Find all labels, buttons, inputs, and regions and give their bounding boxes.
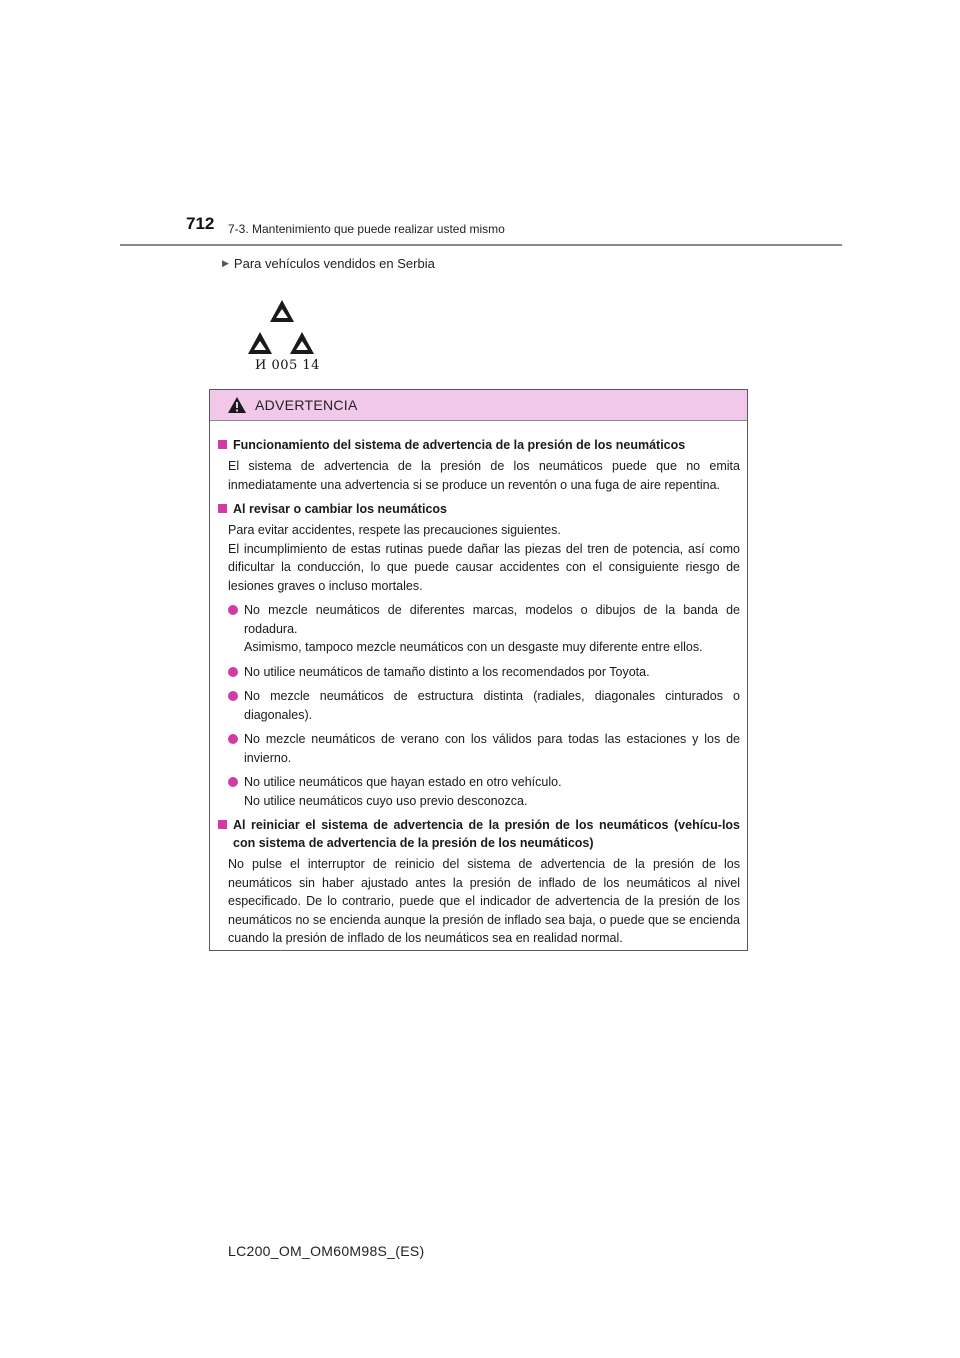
list-item-text: No utilice neumáticos cuyo uso previo desconozca. (244, 793, 528, 808)
list-item-text: No utilice neumáticos que hayan estado en otro vehículo. (244, 775, 562, 789)
topic-paragraph: El incumplimiento de estas rutinas puede dañar las piezas del tren de potencia, así como dificultar la conducción, lo que puede causar accidentes con el consiguiente riesgo de lesiones graves o incluso mortales. (228, 541, 740, 593)
list-item-text: No mezcle neumáticos de verano con los válidos para todas las estaciones y los de invierno. (244, 732, 740, 765)
list-item-text: No mezcle neumáticos de diferentes marcas, modelos o dibujos de la banda de rodadura. (244, 603, 740, 636)
list-item-text: No mezcle neumáticos de estructura distinta (radiales, diagonales cinturados o diagonales). (244, 689, 740, 722)
warning-body (210, 421, 747, 948)
square-bullet-icon (218, 440, 227, 449)
list-item (228, 601, 740, 657)
topic-tire-inspection (218, 500, 740, 810)
approval-mark-code: И 005 14 (255, 358, 320, 373)
section-title: 7-3. Mantenimiento que puede realizar usted mismo (228, 222, 505, 236)
topic-heading: Al reiniciar el sistema de advertencia de la presión de los neumáticos (vehícu-los con sistema de advertencia de la presión de los neumáticos) (233, 818, 740, 850)
warning-box (209, 389, 748, 951)
topic-paragraph: El sistema de advertencia de la presión de los neumáticos puede que no emita inmediatamente una advertencia si se produce un reventón o una fuga de aire repentina. (228, 459, 740, 492)
list-item-text: No utilice neumáticos de tamaño distinto a los recomendados por Toyota. (244, 664, 650, 679)
topic-heading: Al revisar o cambiar los neumáticos (233, 502, 447, 516)
document-code: LC200_OM_OM60M98S_(ES) (228, 1243, 425, 1259)
topic-paragraph: Para evitar accidentes, respete las precauciones siguientes. (228, 523, 561, 537)
circle-bullet-icon (228, 667, 238, 677)
subsection-label: Para vehículos vendidos en Serbia (233, 256, 435, 271)
square-bullet-icon (218, 504, 227, 513)
warning-header (210, 390, 747, 421)
list-item (228, 773, 740, 810)
triangle-right-icon: ▶ (222, 258, 229, 268)
topic-paragraph: No pulse el interruptor de reinicio del sistema de advertencia de la presión de los neumáticos sin haber ajustado antes la presión de inflado de los neumáticos al nivel especificado. De lo contrario, puede que el indicador de advertencia de la presión de los neumáticos no se encienda aunque la presión de inflado sea baja, o puede que se encienda cuando la presión de inflado de los neumáticos sea en realidad normal. (228, 857, 740, 945)
header-divider (120, 244, 842, 246)
page-number: 712 (186, 214, 215, 233)
circle-bullet-icon (228, 605, 238, 615)
circle-bullet-icon (228, 691, 238, 701)
square-bullet-icon (218, 820, 227, 829)
circle-bullet-icon (228, 777, 238, 787)
list-item-text: Asimismo, tampoco mezcle neumáticos con un desgaste muy diferente entre ellos. (244, 640, 703, 654)
warning-title: ADVERTENCIA (255, 397, 358, 413)
topic-heading: Funcionamiento del sistema de advertencia de la presión de los neumáticos (233, 438, 686, 452)
list-item (228, 663, 740, 682)
list-item (228, 687, 740, 724)
topic-tpms-reset (218, 816, 740, 948)
topic-tpms-operation (218, 436, 740, 494)
list-item (228, 730, 740, 767)
warning-icon (227, 396, 247, 414)
subsection-heading (222, 256, 435, 271)
circle-bullet-icon (228, 734, 238, 744)
